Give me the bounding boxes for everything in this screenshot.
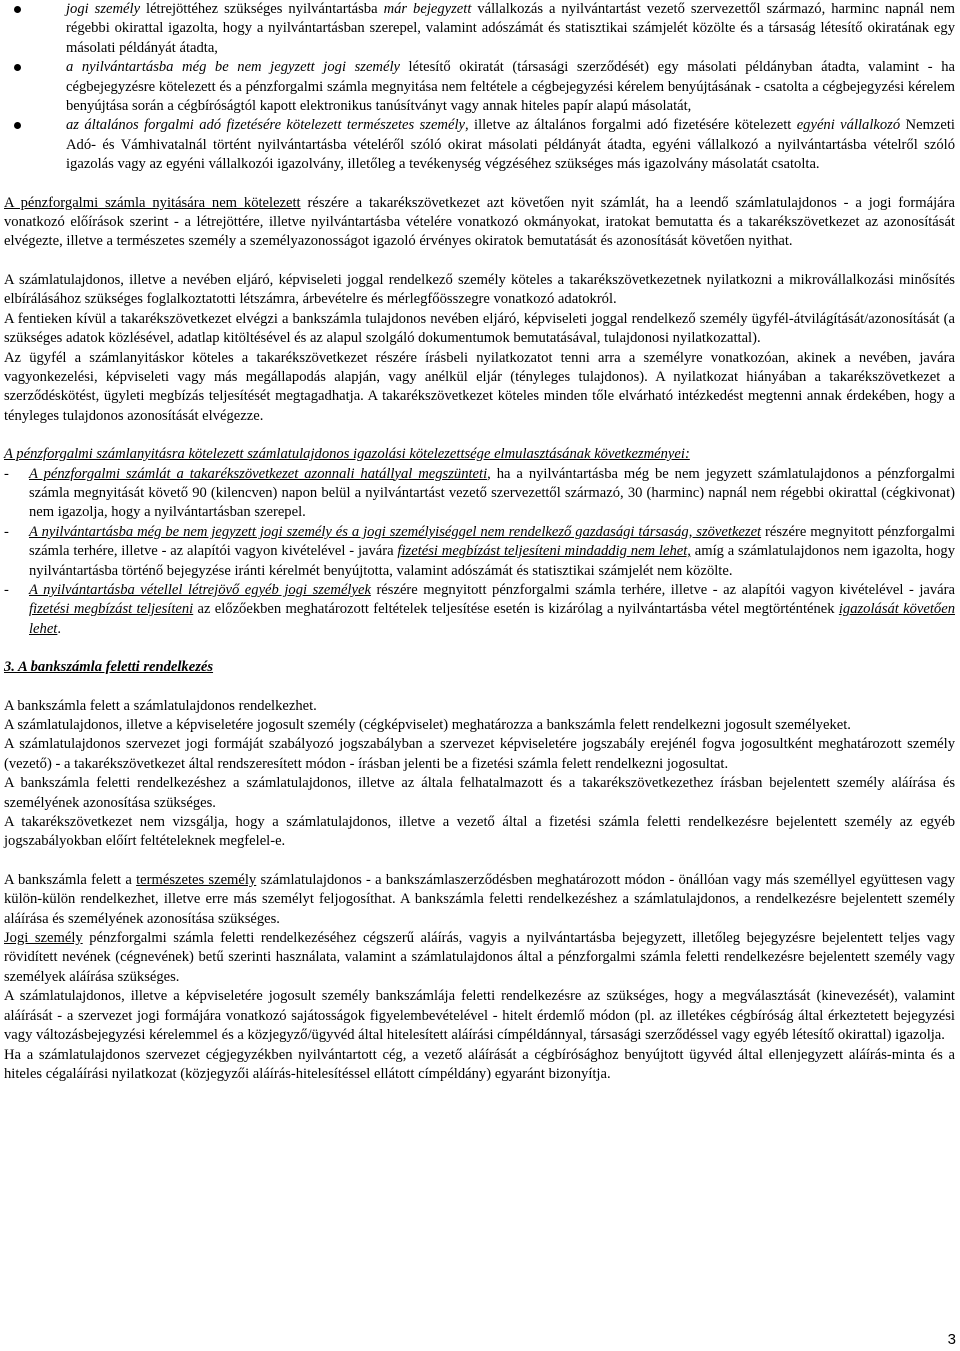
paragraph-sec-2: A számlatulajdonos, illetve a képviseletére jogosult személy (cégképviselet) meghatározza a bankszámla felett rendelkezni jogosult személyeket. — [4, 717, 851, 733]
text-run: , illetve az általános forgalmi adó fizetésére kötelezett — [464, 117, 797, 134]
bullet-dot-icon — [14, 6, 21, 13]
italic-term: már bejegyzett — [383, 1, 472, 17]
paragraph-sec-6 — [4, 871, 955, 929]
underlined-term: Jogi személy — [4, 930, 83, 947]
underlined-term: fizetési megbízást teljesíteni — [29, 601, 194, 618]
paragraph-sec-7 — [4, 929, 955, 987]
bullet-item-vat-person — [4, 116, 955, 174]
underlined-term: természetes személy — [136, 871, 257, 888]
paragraph-sec-5: A takarékszövetkezet nem vizsgálja, hogy a számlatulajdonos, illetve a vezető által a fizetési számla feletti rendelkezésre bejelentett személy az egyéb jogszabályokban előírt feltételeknek megfelel-e. — [4, 814, 955, 850]
bullet-item-registered — [4, 0, 955, 58]
text-run: az előzőekben meghatározott feltételek teljesítése esetén is kizárólag a nyilvántartásba vétel megtörténtének — [193, 601, 839, 618]
text-run: A bankszámla felett a — [4, 871, 137, 888]
paragraph-sec-9: Ha a számlatulajdonos szervezet cégjegyzékben nyilvántartott cég, a vezető aláírását a cégbírósághoz benyújtott ügyvéd által ellenjegyzett aláírás-minta és a hiteles cégaláírási nyilatkozat (közjegyzői aláírás-hitelesítéssel ellátott címpéldány) egyaránt bizonyítja. — [4, 1046, 955, 1082]
paragraph-nonobliged — [4, 194, 955, 252]
paragraph-sec-8: A számlatulajdonos, illetve a képviseletére jogosult személy bankszámlája feletti rendelkezésre az szükséges, hogy a megválasztását (kinevezését), valamint aláírását - a szervezet jogi formájára vonatkozó sajátosságok figyelembevételével - hitelt érdemlő módon (pl. az illetékes cégbíróság által érkeztetett bejegyzési vagy változásbejegyzési kérelemmel és a közjegyző/ügyvéd által hitelesített aláírási címpéldánnyal, társasági szerződéssel vagy egyéb létesítő okirattal) igazolja. — [4, 988, 955, 1044]
text-run: vállalkozás a nyilvántartást vezető szervezettől származó, harminc napnál nem régebbi okirattal igazolta, hogy a nyilvántartásban szerepel, valamint adószámát és statisztikai számjelét közölte és a társaság létesítő okiratának egy másolati példányát átadta, — [66, 1, 955, 56]
dash-item-termination — [4, 465, 955, 523]
paragraph-sec-3: A számlatulajdonos szervezet jogi formáját szabályozó jogszabályban a szervezet képviseletére jogszabály erejénél fogva jogosultként meghatározott személy (vezető) - a takarékszövetkezet által rendszeresített módon - írásban jelenti be a fizetési számla felett rendelkezni jogosultat. — [4, 736, 955, 772]
text-run: létesítő okiratát (társasági szerződését) egy másolati példányban átadta, valamint - ha cégbejegyzésre kötelezett és a pénzforgalmi számla megnyitása nem feltétele a cégbejegyzési kérelem benyújtásának - csatolta a cégbejegyzési kérelem benyújtása során a cégbíróságtól kapott elektronikus tanúsítványt vagy annak hiteles papír alapú másolatát, — [66, 59, 955, 115]
paragraph-identification: A fentieken kívül a takarékszövetkezet elvégzi a bankszámla tulajdonos nevében eljáró, képviseleti joggal rendelkező személy ügyfél-átvilágítását/azonosítását (a szükséges adatok közlésével, adatlap kitöltésével és az alapul szolgáló dokumentumok bemutatásával, tulajdonosi nyilatkozattal). — [4, 310, 955, 347]
text-run: . — [57, 620, 62, 637]
dash-item-other-entities — [4, 581, 955, 639]
text-run: amíg a számlatulajdonos nem igazolta, hogy nyilvántartásba történő bejegyzése iránti kérelmét benyújtotta, valamint adószámát és statisztikai számjelét nem közölte. — [29, 543, 955, 579]
paragraph-sec-4: A bankszámla feletti rendelkezéshez a számlatulajdonos, illetve az általa felhatalmazott és a takarékszövetkezethez írásban bejelentett személy aláírása és személyének azonosítása szükséges. — [4, 775, 955, 811]
text-run: Nemzeti Adó- és Vámhivatalnál történt nyilvántartásba vételéről szóló okirat másolati példányát átadta, egyéni vállalkozó a nyilvántartásba vételről szóló igazolás vagy az egyéni vállalkozói igazolvány, illetőleg a tevékenység végzéséhez szükséges más igazolvány másolatát csatolta. — [66, 117, 955, 173]
dash-marker: - — [4, 581, 9, 598]
text-run: részére megnyitott pénzforgalmi számla terhére, illetve - az alapítói vagyon kivételével - javára — [29, 523, 955, 560]
text-run: részére megnyitott pénzforgalmi számla terhére, illetve - az alapítói vagyon kivételével - javára — [370, 581, 955, 598]
consequences-heading: A pénzforgalmi számlanyitásra kötelezett számlatulajdonos igazolási kötelezettsége elmulasztásának következményei: — [4, 446, 690, 463]
underlined-term: A pénzforgalmi számla nyitására nem kötelezett — [4, 194, 301, 211]
page-number: 3 — [947, 1330, 956, 1348]
bullet-dot-icon — [14, 122, 21, 129]
bullet-dot-icon — [14, 64, 21, 71]
text-run: pénzforgalmi számla feletti rendelkezéséhez cégszerű aláírás, vagyis a nyilvántartásba bejegyzett, illetőleg bejegyzésre bejelentett teljes vagy rövidített nevének (cégnevének) betű szerinti használata, valamint a számlatulajdonos által a pénzforgalmi számla feletti rendelkezésre bejelentett személy vagy személyek aláírása szükséges. — [4, 930, 955, 985]
dash-item-unregistered-entity — [4, 523, 955, 581]
italic-term: egyéni vállalkozó — [796, 117, 901, 134]
italic-term: jogi személy — [66, 1, 141, 17]
dash-marker: - — [4, 465, 9, 482]
italic-term: a nyilvántartásba még be nem jegyzett jogi személy — [66, 59, 400, 76]
italic-term: az általános forgalmi adó fizetésére kötelezett természetes személy — [66, 117, 465, 134]
underlined-term: igazolását követően lehet — [29, 601, 955, 637]
section-heading: 3. A bankszámla feletti rendelkezés — [4, 659, 214, 676]
underlined-term: A nyilvántartásba még be nem jegyzett jogi személy és a jogi személyiséggel nem rendelkező gazdasági társaság, szövetkezet — [29, 523, 762, 540]
bullet-item-unregistered — [4, 58, 955, 116]
paragraph-beneficial-owner: Az ügyfél a számlanyitáskor köteles a takarékszövetkezet részére írásbeli nyilatkozatot tenni arra a személyre vonatkozóan, akinek a nevében, javára vagyonkezelési, képviseleti vagy más megállapodás alapján, vagy anélkül eljár (tényleges tulajdonos). A nyilatkozat hiányában a takarékszövetkezet a szerződéskötést, ügyleti megbízás teljesítését megtagadhatja. A takarékszövetkezet köteles minden tőle elvárható intézkedést megtenni annak érdekében, hogy a tényleges tulajdonos azonosítását elvégezze. — [4, 349, 955, 424]
underlined-term: A pénzforgalmi számlát a takarékszövetkezet azonnali hatállyal megszünteti — [29, 465, 488, 482]
text-run: , ha a nyilvántartásba még be nem jegyzett számlatulajdonos a pénzforgalmi számla megnyitását követő 90 (kilencven) napon belül a nyilvántartást vezető szervezettől származó, 30 (harminc) napnál nem régebbi okirattal (cégkivonat) nem igazolja, hogy a nyilvántartásban szerepel. — [29, 465, 955, 521]
text-run: részére a takarékszövetkezet azt követően nyit számlát, ha a leendő számlatulajdonos - a jogi formájára vonatkozó előírások szerint - a létrejöttére, illetve nyilvántartásba vételére vonatkozó okmányokat, iratokat bemutatta és a takarékszövetkezet az azonosítását elvégezte, illetve a természetes személy a személyazonosságot igazoló érvényes okiratok bemutatását és azonosítását követően nyithat. — [4, 194, 955, 250]
dash-marker: - — [4, 523, 9, 540]
text-run: számlatulajdonos - a bankszámlaszerződésben meghatározott módon - önállóan vagy más személlyel együttesen vagy külön-külön rendelkezhet, illetve erre más személyt feljogosíthat. A bankszámla feletti rendelkezéshez a számlatulajdonos, a rendelkezésre bejelentett személy aláírása és személyének azonosítása szükséges. — [4, 871, 956, 927]
paragraph-sec-1: A bankszámla felett a számlatulajdonos rendelkezhet. — [4, 697, 317, 714]
bullet-list — [4, 0, 955, 175]
underlined-term: fizetési megbízást teljesíteni mindaddig nem lehet, — [397, 543, 691, 560]
underlined-term: A nyilvántartásba vétellel létrejövő egyéb jogi személyek — [29, 581, 371, 598]
paragraph-owner-declaration: A számlatulajdonos, illetve a nevében eljáró, képviseleti joggal rendelkező személy köteles a takarékszövetkezetnek nyilatkozni a mikrovállalkozási minősítés elbírálásához szükséges foglalkoztatotti létszámra, árbevételre és mérlegfőösszegre vonatkozó adatokról. — [4, 271, 955, 308]
text-run: létrejöttéhez szükséges nyilvántartásba — [140, 1, 384, 17]
